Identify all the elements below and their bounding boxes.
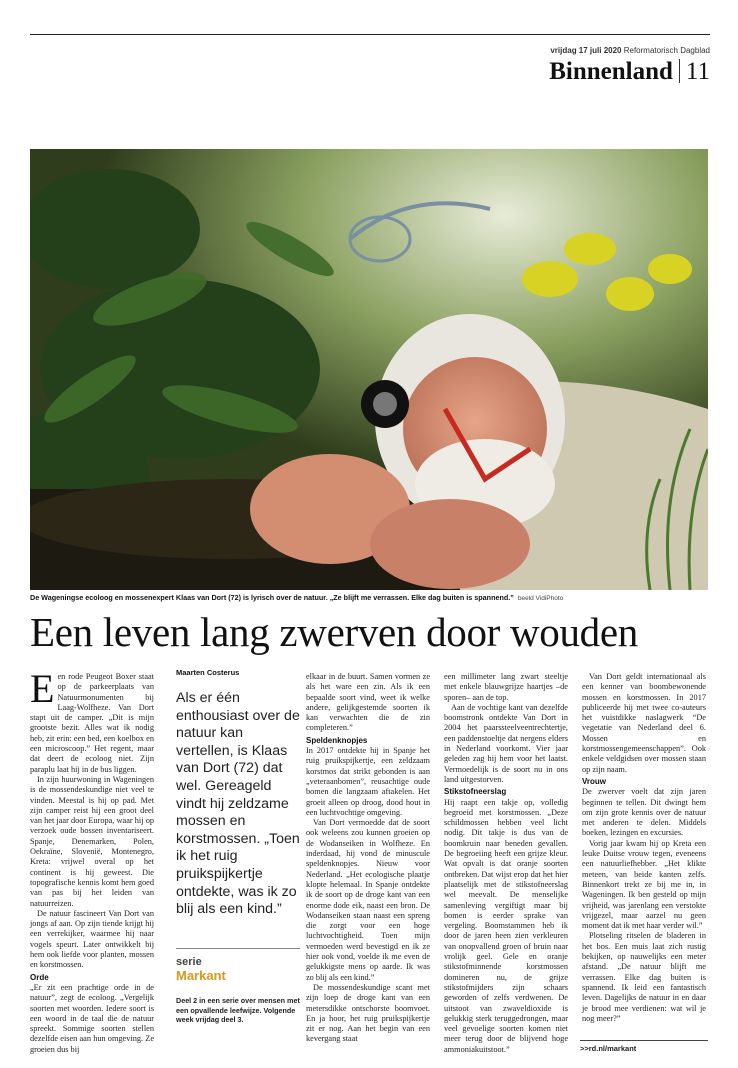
section-title: Binnenland <box>549 58 673 85</box>
dateline <box>420 46 710 55</box>
page-number: 11 <box>685 58 710 85</box>
paragraph: Vorig jaar kwam hij op Kreta een leuke Duitse vrouw tegen, eveneens een natuurliefhebber. „Het klikte meteen, van beide kanten zelfs. Binnenkort trekt ze bij me in, in Wageningen. Ik ben gesteld op mijn vrijheid, was jarenlang een verstokte vrijgezel, maar aarzel nu geen moment dat ik met haar verder wil.” <box>582 838 706 931</box>
photo-caption <box>30 593 710 602</box>
serie-label: serie <box>176 956 202 968</box>
paragraph: Van Dort geldt internationaal als een kenner van boombewonende mossen en korstmossen. In 2017 publiceerde hij met twee co-auteurs het vuistdikke naslagwerk “De vegetatie van Nederland deel 6. Mossen en korstmossengemeenschappen”. Ook enkele veldgidsen over mossen staan op zijn naam. <box>582 672 706 774</box>
byline: Maarten Costerus <box>176 668 240 677</box>
caption-text: De Wageningse ecoloog en mossenexpert Klaas van Dort (72) is lyrisch over de natuur. „Ze blijft me verrassen. Elke dag buiten is spannend.” <box>30 593 514 602</box>
article-column-3 <box>306 672 430 1045</box>
subheading-orde: Orde <box>30 972 49 982</box>
pull-quote: Als er één enthousiast over de natuur kan vertellen, is Klaas van Dort (72) dat wel. Gereageld vindt hij zeldzame mossen en korstmossen. „Toen ik het ruig pruikspijkertje ontdekte, was ik zo blij als een kind.” <box>176 690 300 918</box>
paragraph: In 2017 ontdekte hij in Spanje het ruig pruikspijkertje, een zeldzaam korstmos dat strikt gebonden is aan „veteraanbomen”, reusachtige oude bomen die langzaam aftakelen. Het groeit alleen op droog, dood hout in een luchtvochtige omgeving. <box>306 746 430 817</box>
section-divider <box>679 59 680 83</box>
headline: Een leven lang zwerven door wouden <box>30 609 638 655</box>
serie-title: Markant <box>176 968 226 983</box>
drop-cap: E <box>30 666 55 711</box>
paragraph: In zijn huurwoning in Wageningen is de mossendeskundige niet veel te vinden. Meestal is hij op pad. Met zijn camper reist hij een groot deel van het jaar door Europa, waar hij op verzoek oude bossen inventariseert. Spanje, Denemarken, Polen, Oekraïne, Slovenië, Montenegro, Kreta: vrijwel overal op het continent is hij geweest. Die topografische kennis komt hem goed van pas bij het leiden van natuurreizen. <box>30 774 154 908</box>
paragraph: Aan de vochtige kant van dezelfde boomstronk ontdekte Van Dort in 2004 het paarssteelveentrechtertje, een paddenstoeltje dat nergens elders in Nederland voorkomt. Vier jaar geleden zag hij hem voor het laatst. Vermoedelijk is de soort nu in ons land uitgestorven. <box>444 702 568 784</box>
article-column-5 <box>582 672 706 1024</box>
paragraph: en rode Peugeot Boxer staat op de parkeerplaats van Natuurmonumenten bij Laag-Wolfheze. Van Dort stapt uit de camper. „Dit is mijn grootste bezit. Alles wat ik nodig heb, zit erin: een bed, een koelbox en een microscoop.” Het regent, maar dat deert de ecoloog niet. Zijn paraplu laat hij in de bus liggen. <box>30 672 154 774</box>
newspaper-name: Reformatorisch Dagblad <box>623 46 710 55</box>
paragraph: De natuur fascineert Van Dort van jongs af aan. Op zijn tiende krijgt hij een verrekijker, waarmee hij naar vogels speurt. Later ontwikkelt bij hem ook liefde voor planten, mossen en korstmossen. <box>30 908 154 970</box>
subheading-speldenknopjes: Speldenknopjes <box>306 735 368 745</box>
article-column-1 <box>30 666 154 1055</box>
paragraph: elkaar in de buurt. Samen vormen ze als het ware een zin. Als ik een bepaalde soort vind, weet ik welke andere, gelijkgestemde soorten ik kan verwachten die de zin completeren.” <box>306 672 430 733</box>
paragraph: een millimeter lang zwart steeltje met enkele blauwgrijze haartjes –de sporen– aan de top. <box>444 672 568 702</box>
paragraph: Plotseling ritselen de bladeren in het bos. Een muis laat zich rustig bekijken, op nauwelijks een meter afstand. „De natuur blijft me verrassen. Elke dag buiten is spannend. Ik leid een fantastisch leven. Dagelijks de natuur in en daar je brood mee verdienen: wat wil je nog meer?” <box>582 931 706 1023</box>
paragraph: Van Dort vermoedde dat de soort ook weleens zou kunnen groeien op de Wodanseiken in Wolfheze. En inderdaad, hij vond de minuscule speldenknopjes. Nieuw voor Nederland. „Het ecologische plaatje klopte helemaal. In Spanje ontdekte ik de soort op de droge kant van een enorme dode eik, naast een bron. De Wodanseiken staan naast een spreng die zorgt voor een hoge luchtvochtigheid. Toen mijn vermoeden werd bevestigd en ik ze hier ook vond, voelde ik me even de gelukkigste mens op aarde. Ik was zo blij als een kind.” <box>306 818 430 982</box>
article-photo <box>30 149 708 590</box>
link-divider <box>580 1040 708 1041</box>
paragraph: De zwerver voelt dat zijn jaren beginnen te tellen. Dit dwingt hem om zijn grote kennis over de natuur met anderen te delen. Middels boeken, lezingen en excursies. <box>582 787 706 838</box>
paragraph: Hij raapt een takje op, volledig begroeid met korstmossen. „Deze schildmossen hebben veel licht nodig. Dit takje is dus van de boomkruin naar beneden gevallen. De begroeiing heeft een grijze kleur. Wat opvalt is dat oranje soorten ontbreken. Dat wijst erop dat het hier plaatselijk met de stikstofneerslag wel meevalt. De menselijke samenleving vergiftigt maar bij bomen is eerder sprake van vergeling. Boomstammen heb ik door de jaren heen zien verkleuren van onopvallend groen of bruin naar vrolijk geel. Gele en oranje stikstofminnende korstmossen domineren nu, de grijze stikstofmijders zijn schaars geworden of zelfs verdwenen. De uitstoot van zwaveldioxide is gelukkig sterk teruggedrongen, maar veel gevoelige soorten komen niet meer terug door de blijvend hoge ammoniakuitstoot.” <box>444 797 568 1054</box>
web-link[interactable]: >>rd.nl/markant <box>580 1044 637 1053</box>
paragraph: De mossendeskundige scant met zijn loep de droge kant van een metersdikke ontschorste boomvoet. En ja hoor, het ruig pruikspijkertje zit er nog. Aan het begin van een kevergang staat <box>306 982 430 1044</box>
subheading-vrouw: Vrouw <box>582 776 607 786</box>
serie-divider <box>176 948 300 949</box>
serie-note: Deel 2 in een serie over mensen met een opvallende leefwijze. Volgende week vrijdag deel 3. <box>176 996 300 1025</box>
top-rule <box>30 34 710 35</box>
photo-credit: beeld VidiPhoto <box>517 595 564 602</box>
photo-illustration <box>30 149 708 590</box>
paragraph: „Er zit een prachtige orde in de natuur”, zegt de ecoloog. „Vergelijk soorten met woorden. Iedere soort is een woord in de taal die de natuur spreekt. Sommige soorten stellen dezelfde eisen aan hun omgeving. Ze groeien dus bij <box>30 982 154 1054</box>
issue-date: vrijdag 17 juli 2020 <box>550 46 622 55</box>
section-header <box>420 58 710 86</box>
subheading-stikstofneerslag: Stikstofneerslag <box>444 787 507 797</box>
article-column-4 <box>444 672 568 1055</box>
